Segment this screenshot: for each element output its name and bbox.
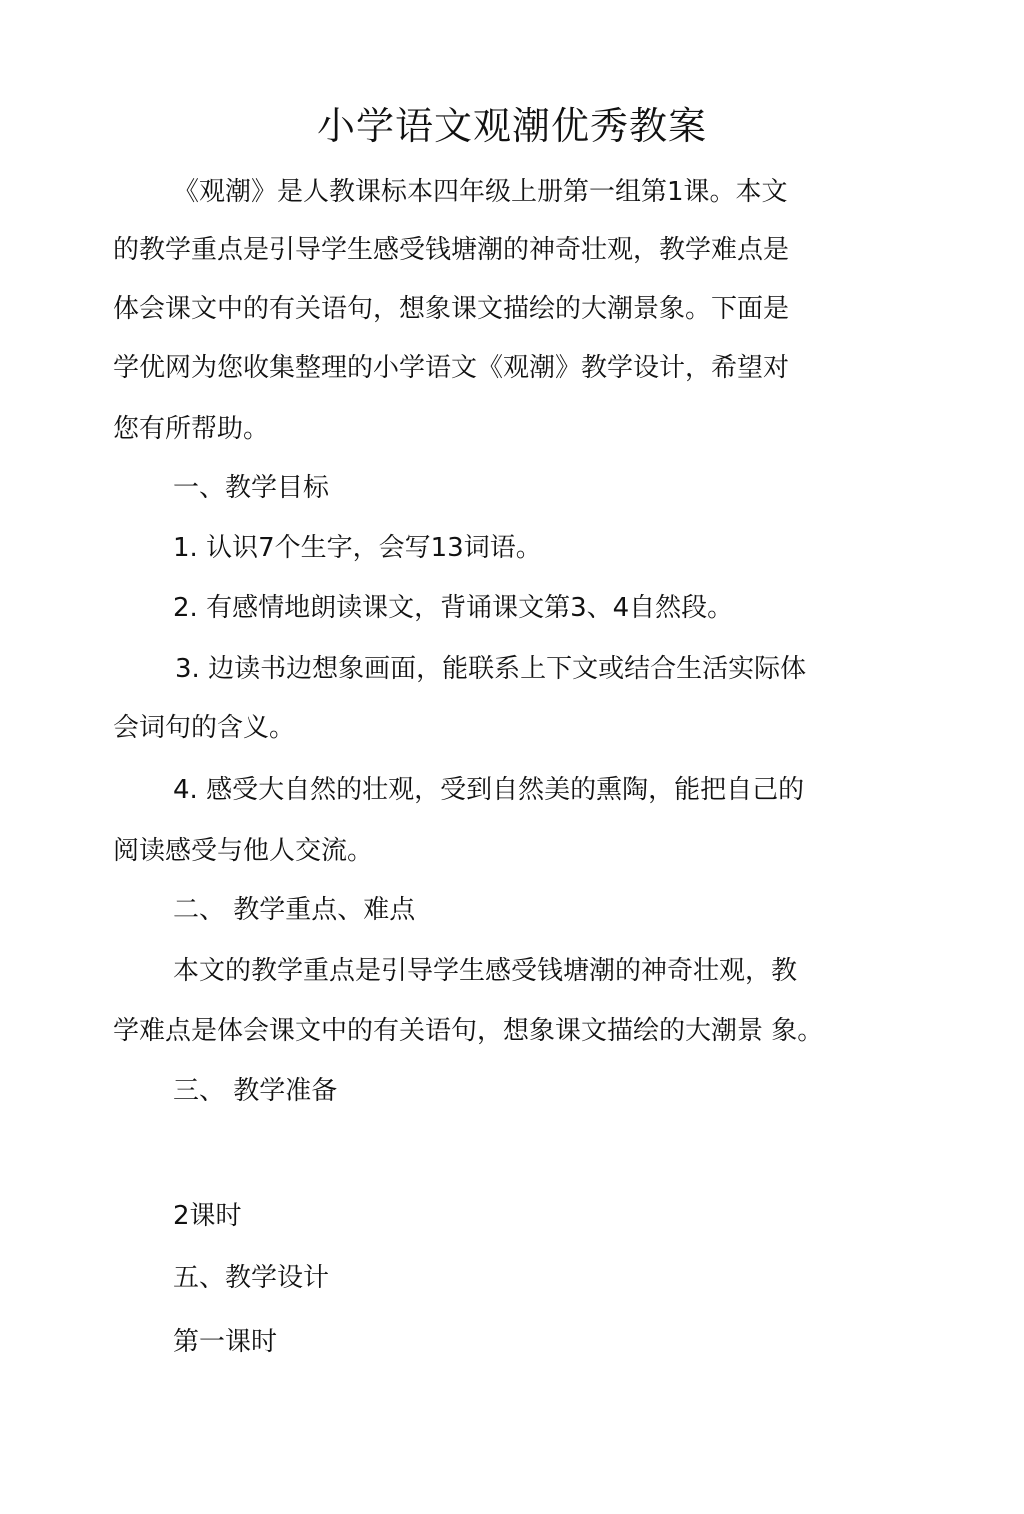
goal-3-line-1: 3. 边读书边想象画面，能联系上下文或结合生活实际体 — [175, 654, 807, 684]
section-heading-preparation: 三、 教学准备 — [173, 1076, 338, 1106]
intro-line-1: 《观潮》是人教课标本四年级上册第一组第1课。本文 — [173, 177, 788, 207]
intro-line-2: 的教学重点是引导学生感受钱塘潮的神奇壮观，教学难点是 — [113, 235, 790, 265]
goal-3-line-2: 会词句的含义。 — [113, 713, 296, 743]
goal-1: 1. 认识7个生字，会写13词语。 — [173, 533, 542, 563]
document-title: 小学语文观潮优秀教案 — [316, 104, 707, 148]
key-points-line-2: 学难点是体会课文中的有关语句，想象课文描绘的大潮景 象。 — [113, 1016, 824, 1046]
section-heading-key-points: 二、 教学重点、难点 — [173, 895, 416, 925]
intro-line-4: 学优网为您收集整理的小学语文《观潮》教学设计，希望对 — [113, 353, 790, 383]
intro-line-3: 体会课文中的有关语句，想象课文描绘的大潮景象。下面是 — [113, 294, 790, 324]
intro-line-5: 您有所帮助。 — [113, 414, 270, 444]
class-hours: 2课时 — [173, 1201, 242, 1231]
goal-2: 2. 有感情地朗读课文，背诵课文第3、4自然段。 — [173, 593, 734, 623]
key-points-line-1: 本文的教学重点是引导学生感受钱塘潮的神奇壮观，教 — [173, 956, 798, 986]
section-heading-design: 五、教学设计 — [173, 1263, 330, 1293]
goal-4-line-1: 4. 感受大自然的壮观，受到自然美的熏陶，能把自己的 — [173, 775, 805, 805]
lesson-one-heading: 第一课时 — [173, 1327, 278, 1357]
section-heading-goals: 一、教学目标 — [173, 473, 330, 503]
goal-4-line-2: 阅读感受与他人交流。 — [113, 836, 374, 866]
